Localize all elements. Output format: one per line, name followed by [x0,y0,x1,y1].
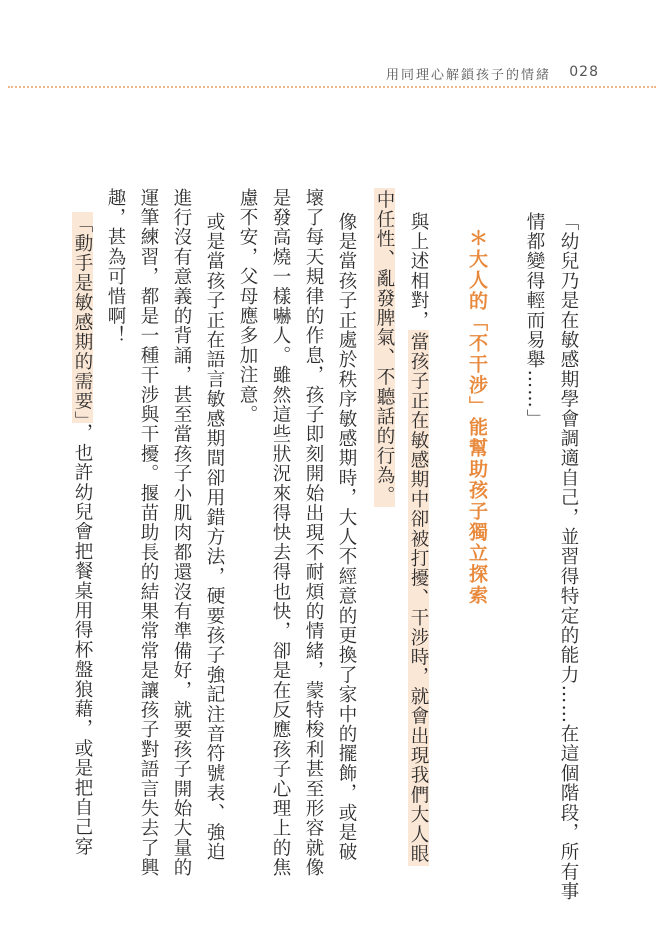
paragraph-3-line-2: 進行沒有意義的背誦，甚至當孩子小肌肉都還沒有準備好，就要孩子開始大量的 [171,188,192,878]
header-divider [8,86,656,88]
page-number: 028 [569,64,599,80]
paragraph-4-line-1 [70,212,95,857]
running-title: 用同理心解鎖孩子的情緒 [385,68,551,83]
quote-line-2: 情都變得輕而易舉……」 [524,212,545,429]
paragraph-1-line-1 [406,212,431,866]
paragraph-2-line-1: 像是當孩子正處於秩序敏感期時，大人不經意的更換了家中的擺飾，或是破 [336,212,357,863]
paragraph-3-line-1: 或是當孩子正在語言敏感期間卻用錯方法，硬要孩子強記注音符號表、強迫 [204,212,225,863]
page-header [0,58,663,88]
paragraph-3-line-4: 趣，甚為可惜啊！ [105,188,126,346]
paragraph-1-highlight-b: 中任性、亂發脾氣、不聽話的行為。 [374,190,395,506]
paragraph-4-highlight: 「動手是敏感期的需要」 [72,214,93,422]
paragraph-1-line-2 [372,188,397,507]
paragraph-2-line-3: 是發高燒一樣嚇人。雖然這些狀況來得快去得也快，卻是在反應孩子心理上的焦 [270,188,291,878]
paragraph-2-line-2: 壞了每天規律的作息，孩子即刻開始出現不耐煩的情緒，蒙特梭利甚至形容就像 [303,188,324,878]
paragraph-4-rest: ，也許幼兒會把餐桌用得杯盤狼藉，或是把自己穿 [72,423,93,857]
section-heading [464,228,491,606]
quote-line-1: 「幼兒乃是在敏感期學會調適自己，並習得特定的能力……在這個階段，所有事 [558,212,579,902]
paragraph-3-line-3: 運筆練習，都是一種干涉與干擾。揠苗助長的結果常常是讓孩子對語言失去了興 [138,188,159,878]
section-heading-text: 大人的「不干涉」能幫助孩子獨立探索 [466,249,488,606]
asterisk-icon: ＊ [466,228,488,249]
paragraph-2-line-4: 慮不安，父母應多加注意。 [237,188,258,425]
paragraph-1-lead: 與上述相對， [408,212,429,331]
paragraph-1-highlight-a: 當孩子正在敏感期中卻被打擾、干涉時，就會出現我們大人眼 [408,332,429,865]
